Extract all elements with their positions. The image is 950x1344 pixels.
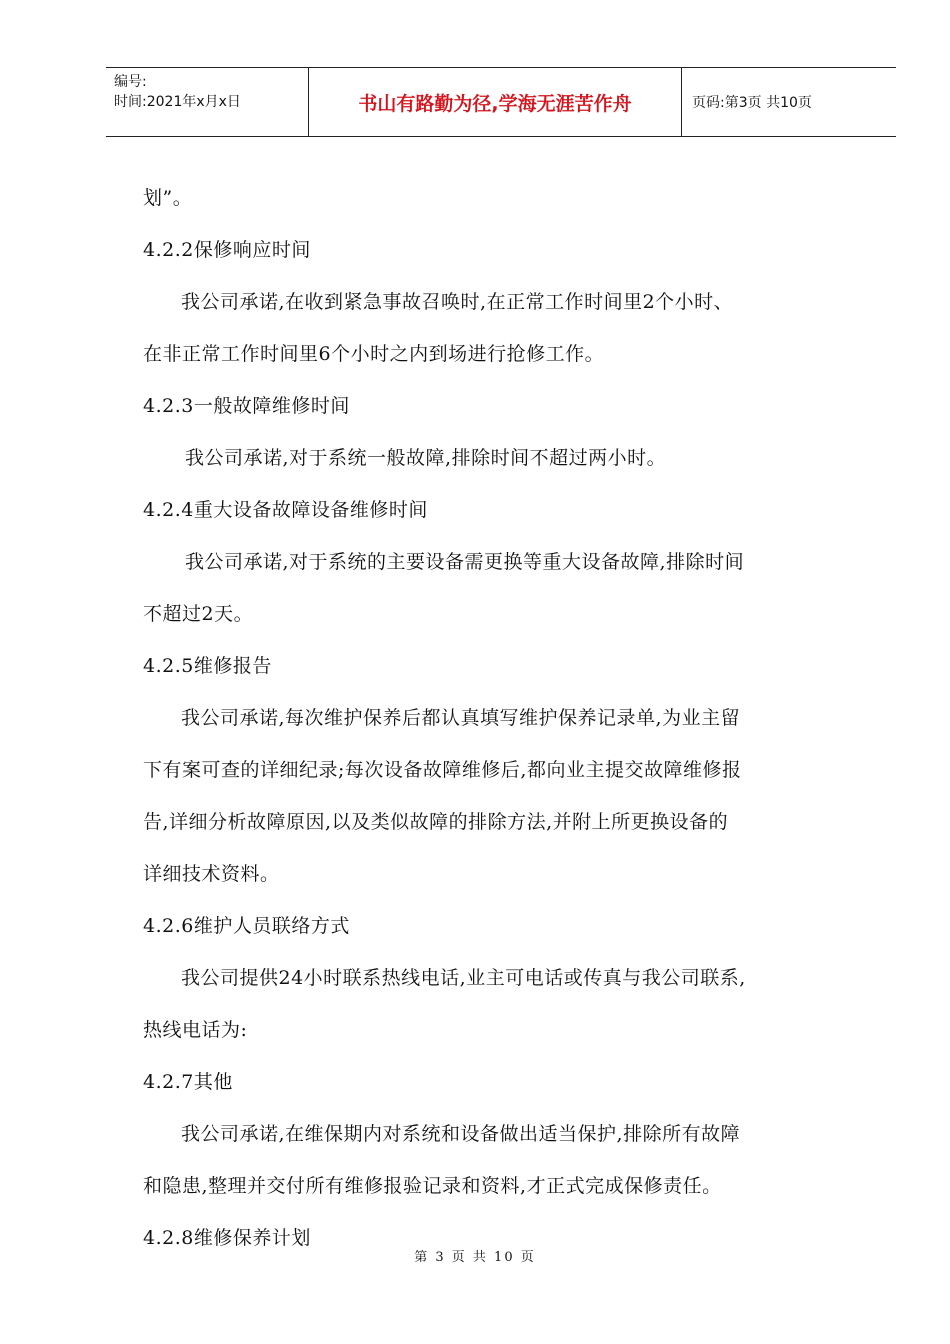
body-line: 我公司承诺,在收到紧急事故召唤时,在正常工作时间里2个小时、 xyxy=(181,291,734,313)
header-meta-cell xyxy=(106,68,309,136)
body-line: 下有案可查的详细纪录;每次设备故障维修后,都向业主提交故障维修报 xyxy=(143,759,742,781)
body-line: 我公司承诺,对于系统的主要设备需更换等重大设备故障,排除时间 xyxy=(185,551,745,573)
page-header xyxy=(106,67,896,137)
body-line: 我公司提供24小时联系热线电话,业主可电话或传真与我公司联系, xyxy=(181,967,746,989)
document-number-label: 编号: xyxy=(114,74,147,90)
header-page-info: 页码:第3页 共10页 xyxy=(692,95,812,111)
body-line: 和隐患,整理并交付所有维修报验记录和资料,才正式完成保修责任。 xyxy=(143,1175,722,1197)
section-heading-4-2-2: 4.2.2保修响应时间 xyxy=(143,239,311,261)
body-line: 划”。 xyxy=(143,187,193,209)
body-line: 详细技术资料。 xyxy=(143,863,280,885)
body-line: 不超过2天。 xyxy=(143,603,254,625)
section-heading-4-2-6: 4.2.6维护人员联络方式 xyxy=(143,915,350,937)
body-line: 我公司承诺,每次维护保养后都认真填写维护保养记录单,为业主留 xyxy=(181,707,741,729)
body-line: 在非正常工作时间里6个小时之内到场进行抢修工作。 xyxy=(143,343,605,365)
document-time-label: 时间:2021年x月x日 xyxy=(114,94,241,110)
body-line: 我公司承诺,对于系统一般故障,排除时间不超过两小时。 xyxy=(185,447,667,469)
section-heading-4-2-8: 4.2.8维修保养计划 xyxy=(143,1227,311,1249)
section-heading-4-2-3: 4.2.3一般故障维修时间 xyxy=(143,395,350,417)
body-line: 我公司承诺,在维保期内对系统和设备做出适当保护,排除所有故障 xyxy=(181,1123,741,1145)
body-line: 告,详细分析故障原因,以及类似故障的排除方法,并附上所更换设备的 xyxy=(143,811,729,833)
header-motto: 书山有路勤为径,学海无涯苦作舟 xyxy=(309,68,682,136)
page-footer: 第 3 页 共 10 页 xyxy=(414,1250,536,1265)
document-body xyxy=(143,172,863,1264)
section-heading-4-2-7: 4.2.7其他 xyxy=(143,1071,233,1093)
body-line: 热线电话为: xyxy=(143,1019,248,1041)
section-heading-4-2-4: 4.2.4重大设备故障设备维修时间 xyxy=(143,499,428,521)
section-heading-4-2-5: 4.2.5维修报告 xyxy=(143,655,272,677)
